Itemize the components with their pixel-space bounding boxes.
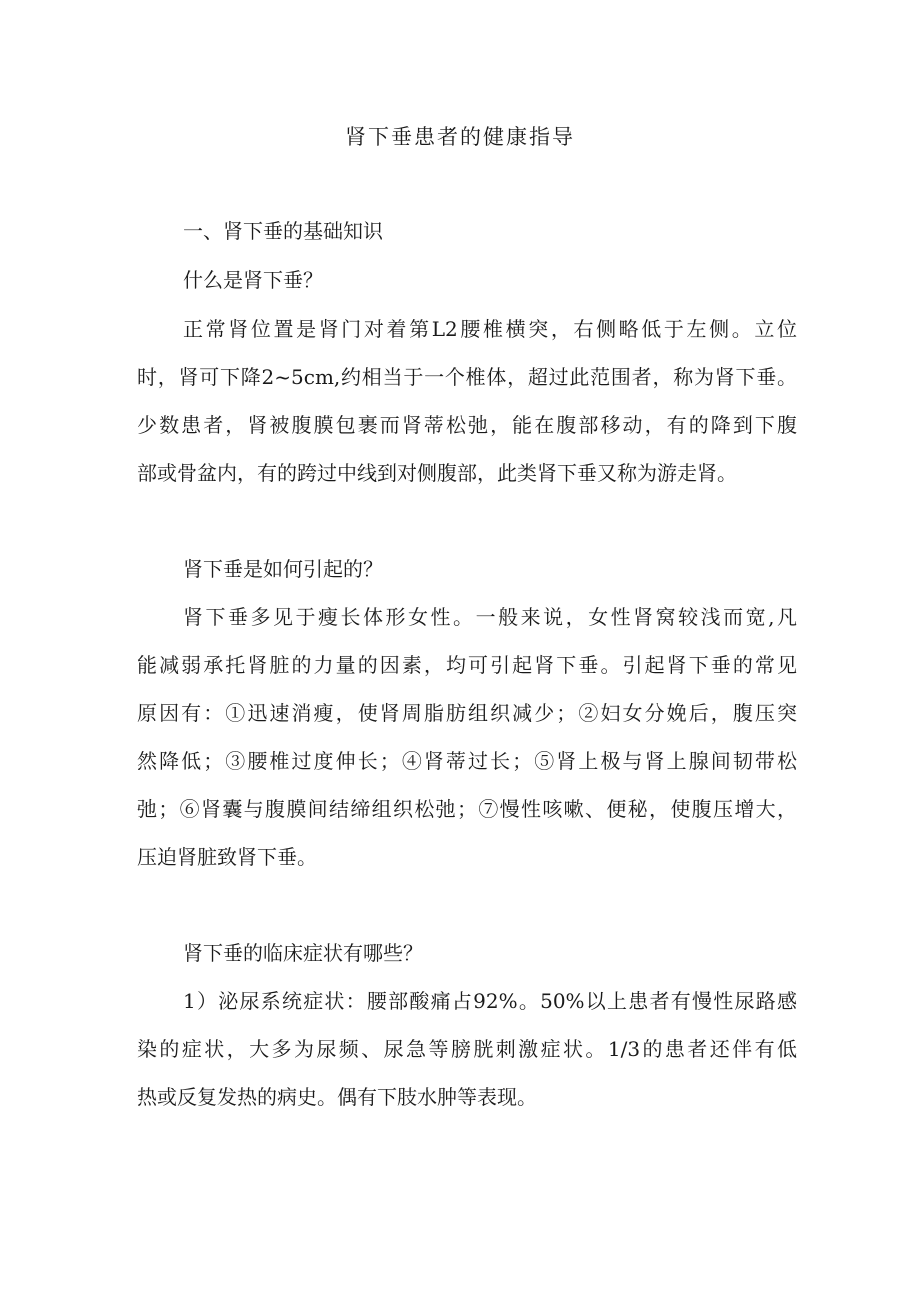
question-heading: 什么是肾下垂？ <box>183 268 323 292</box>
paragraph-line: 染的症状，大多为尿频、尿急等膀胱刺激症状。1/3的患者还伴有低 <box>137 1037 797 1061</box>
paragraph-line: 时，肾可下降2~5cm,约相当于一个椎体，超过此范围者，称为肾下垂。 <box>137 365 797 389</box>
paragraph-line: 部或骨盆内，有的跨过中线到对侧腹部，此类肾下垂又称为游走肾。 <box>137 461 737 485</box>
paragraph-line: 少数患者，肾被腹膜包裹而肾蒂松弛，能在腹部移动，有的降到下腹 <box>137 413 797 437</box>
paragraph-line: 正常肾位置是肾门对着第L2腰椎横突，右侧略低于左侧。立位 <box>183 317 797 341</box>
paragraph-line: 压迫肾脏致肾下垂。 <box>137 845 317 869</box>
paragraph-line: 弛；⑥肾囊与腹膜间结缔组织松弛；⑦慢性咳嗽、便秘，使腹压增大， <box>137 797 797 821</box>
section-heading: 一、肾下垂的基础知识 <box>183 219 383 243</box>
paragraph-line: 原因有：①迅速消瘦，使肾周脂肪组织减少；②妇女分娩后，腹压突 <box>137 701 797 725</box>
paragraph-line: 肾下垂多见于瘦长体形女性。一般来说，女性肾窝较浅而宽,凡 <box>183 605 797 629</box>
question-heading: 肾下垂是如何引起的？ <box>183 557 383 581</box>
paragraph-line: 然降低；③腰椎过度伸长；④肾蒂过长；⑤肾上极与肾上腺间韧带松 <box>137 749 797 773</box>
paragraph-line: 热或反复发热的病史。偶有下肢水肿等表现。 <box>137 1085 537 1109</box>
paragraph-line: 1）泌尿系统症状：腰部酸痛占92%。50%以上患者有慢性尿路感 <box>183 989 797 1013</box>
paragraph-line: 能减弱承托肾脏的力量的因素，均可引起肾下垂。引起肾下垂的常见 <box>137 653 797 677</box>
question-heading: 肾下垂的临床症状有哪些？ <box>183 941 423 965</box>
page-title: 肾下垂患者的健康指导 <box>345 125 575 149</box>
